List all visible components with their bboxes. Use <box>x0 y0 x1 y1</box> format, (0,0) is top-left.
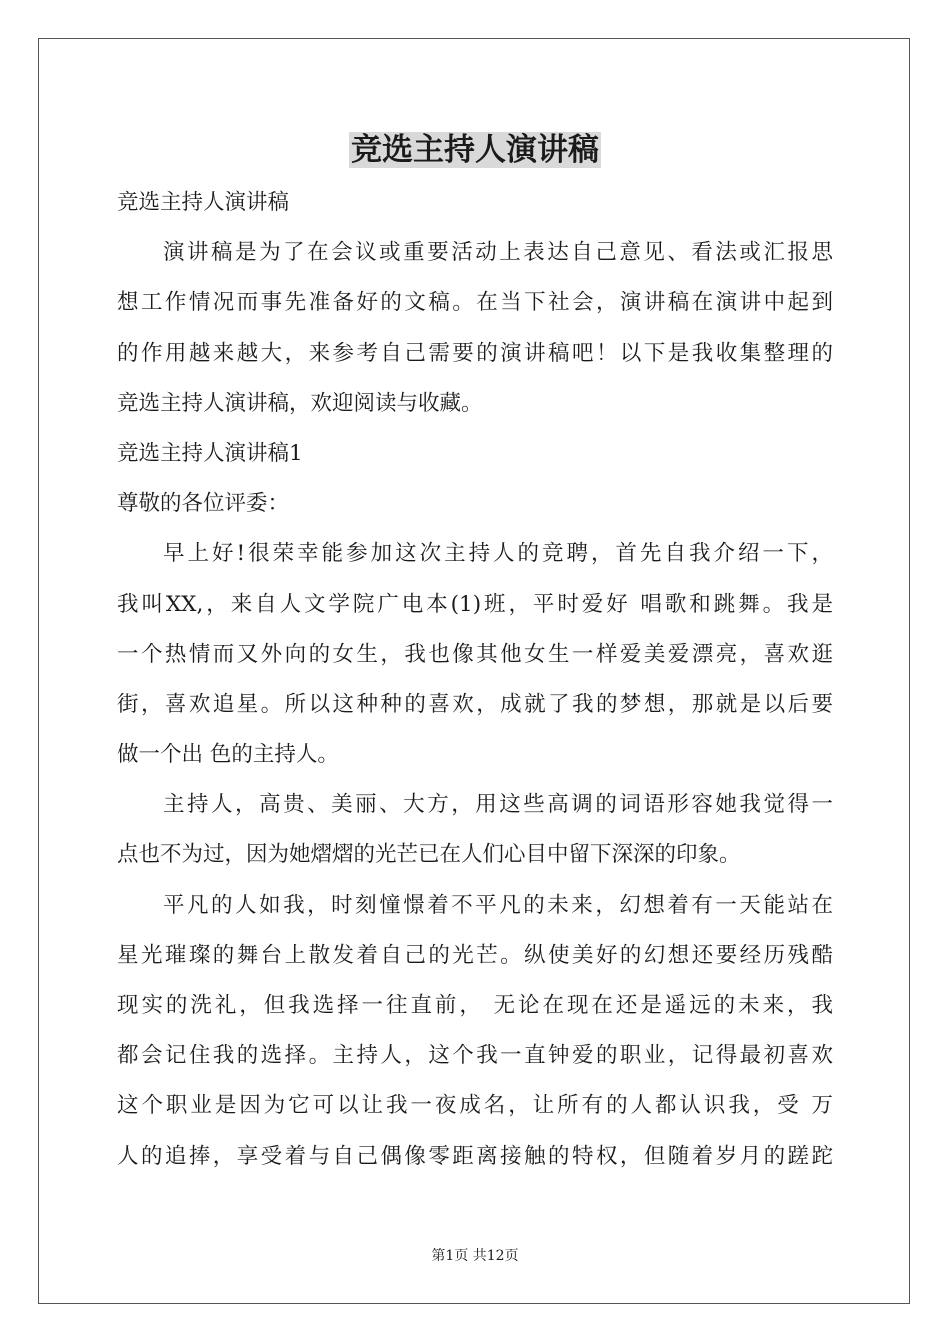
text-line: 星光璀璨的舞台上散发着自己的光芒。纵使美好的幻想还要经历残酷 <box>117 942 833 968</box>
text-line: 街，喜欢追星。所以这种种的喜欢，成就了我的梦想，那就是以后要 <box>117 691 833 717</box>
text-line: 竞选主持人演讲稿 <box>117 190 290 215</box>
text-line: 人的追捧，享受着与自己偶像零距离接触的特权，但随着岁月的蹉跎 <box>117 1143 833 1169</box>
text-line: 演讲稿是为了在会议或重要活动上表达自己意见、看法或汇报思 <box>163 240 833 266</box>
text-line: 我叫XX,，来自人文学院广电本(1)班，平时爱好 唱歌和跳舞。我是 <box>117 591 833 617</box>
text-line: 平凡的人如我，时刻憧憬着不平凡的未来，幻想着有一天能站在 <box>163 892 833 918</box>
text-line: 现实的洗礼，但我选择一往直前， 无论在现在还是遥远的未来，我 <box>117 993 833 1018</box>
document-title <box>0 128 950 172</box>
text-line: 做一个出 色的主持人。 <box>117 742 339 768</box>
text-line: 早上好!很荣幸能参加这次主持人的竞聘，首先自我介绍一下， <box>163 541 833 567</box>
text-line: 竞选主持人演讲稿，欢迎阅读与收藏。 <box>117 390 483 416</box>
text-line: 一个热情而又外向的女生，我也像其他女生一样爱美爱漂亮，喜欢逛 <box>117 641 833 667</box>
page-number: 第1页 共12页 <box>431 1248 519 1264</box>
text-line: 的作用越来越大，来参考自己需要的演讲稿吧！以下是我收集整理的 <box>117 340 833 366</box>
document-title-text: 竞选主持人演讲稿 <box>351 132 599 168</box>
text-line: 点也不为过，因为她熠熠的光芒已在人们心目中留下深深的印象。 <box>117 842 741 868</box>
text-line: 竞选主持人演讲稿1 <box>117 440 303 466</box>
text-line: 这个职业是因为它可以让我一夜成名，让所有的人都认识我，受 万 <box>117 1093 833 1119</box>
document-body <box>117 178 833 1182</box>
page-footer <box>0 1246 950 1266</box>
text-line: 主持人，高贵、美丽、大方，用这些高调的词语形容她我觉得一 <box>163 792 833 818</box>
text-line: 想工作情况而事先准备好的文稿。在当下社会，演讲稿在演讲中起到 <box>117 290 833 316</box>
text-line: 尊敬的各位评委： <box>117 491 290 517</box>
text-line: 都会记住我的选择。主持人，这个我一直钟爱的职业，记得最初喜欢 <box>117 1043 833 1069</box>
